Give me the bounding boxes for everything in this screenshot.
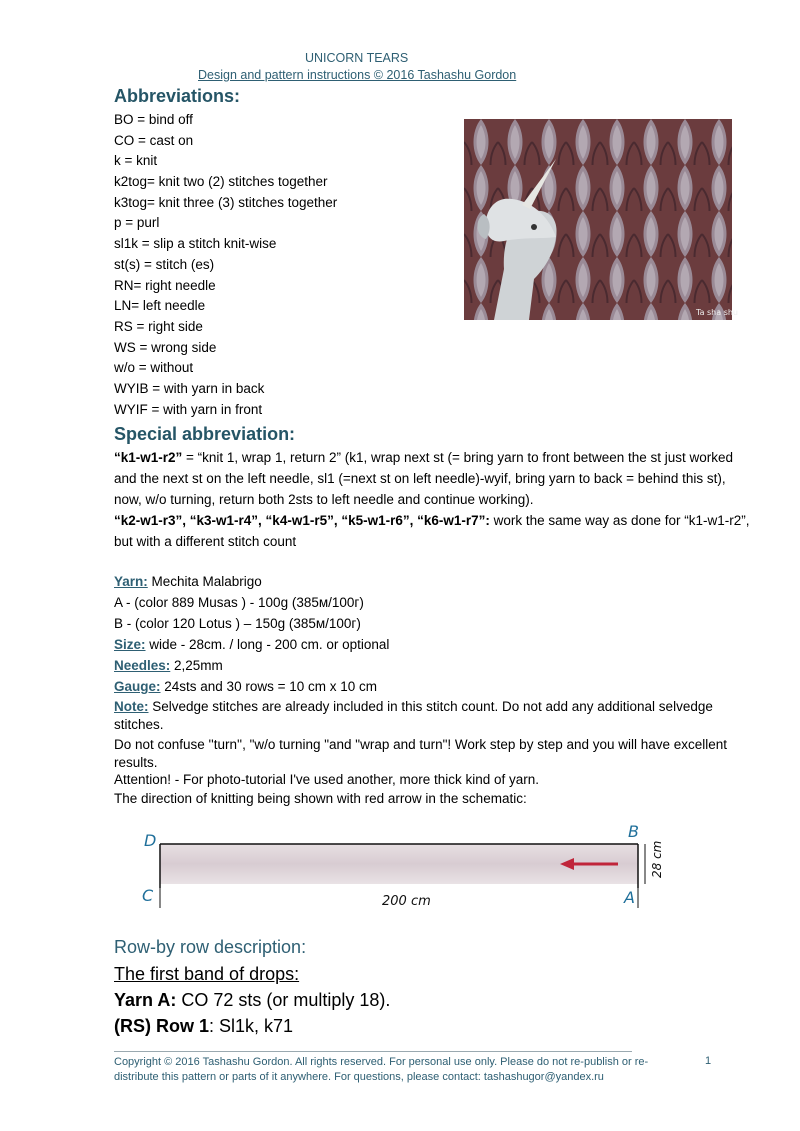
width-label: 28 cm xyxy=(650,840,664,878)
abbreviation-item: k = knit xyxy=(114,153,158,169)
abbreviation-item: k3tog= knit three (3) stitches together xyxy=(114,194,338,210)
abbreviations-heading: Abbreviations: xyxy=(114,86,241,106)
note-attention-paragraph: Attention! - For photo-tutorial I've used another, more thick kind of yarn. xyxy=(114,772,540,787)
pattern-subtitle-link[interactable]: Design and pattern instructions © 2016 Tashashu Gordon xyxy=(198,68,517,82)
abbreviation-item: WYIF = with yarn in front xyxy=(114,401,263,417)
knitted-drops-illustration xyxy=(464,119,738,320)
abbreviation-item: LN= left needle xyxy=(114,298,206,314)
corner-label-a: A xyxy=(624,888,635,907)
row-description-heading: Row-by row description: xyxy=(114,937,307,957)
abbreviation-item: p = purl xyxy=(114,215,160,231)
corner-label-c: C xyxy=(142,886,154,905)
yarn-line: Yarn: Mechita Malabrigo xyxy=(114,574,262,589)
abbreviation-item: CO = cast on xyxy=(114,132,194,148)
abbreviation-item: k2tog= knit two (2) stitches together xyxy=(114,174,328,190)
gauge-line: Gauge: 24sts and 30 rows = 10 cm x 10 cm xyxy=(114,679,377,694)
note-turn-paragraph: Do not confuse ''turn'', "w/o turning "and "wrap and turn"! Work step by step and you will have excellent results. xyxy=(114,737,728,770)
corner-label-d: D xyxy=(144,831,157,850)
photo-watermark: Ta sha shu xyxy=(696,308,738,317)
abbreviation-item: w/o = without xyxy=(114,360,194,376)
abbreviations-list xyxy=(114,110,337,420)
first-band-heading: The first band of drops: xyxy=(114,964,300,984)
special-abbreviation-heading: Special abbreviation: xyxy=(114,424,296,444)
special-abbreviation-paragraph-1: “k1-w1-r2” = “knit 1, wrap 1, return 2” (k1, wrap next st (= bring yarn to front between the st just worked and the next st on the left needle, sl1 (=next st on left needle)-wyif, bring yarn to back = behind this st), now, w/o turning, return both 2sts to left needle and continue working). xyxy=(114,450,734,507)
footer-divider xyxy=(114,1051,632,1052)
abbreviation-item: BO = bind off xyxy=(114,112,193,127)
abbreviation-item: st(s) = stitch (es) xyxy=(114,256,215,272)
abbreviation-item: WYIB = with yarn in back xyxy=(114,380,265,396)
unicorn-photo xyxy=(464,119,738,320)
note-direction-paragraph: The direction of knitting being shown with red arrow in the schematic: xyxy=(114,791,527,806)
footer-copyright: Copyright © 2016 Tashashu Gordon. All rights reserved. For personal use only. Please do not re-publish or re-distribute this pattern or parts of it anywhere. For questions, please contact: tashashugor@yandex.ru xyxy=(114,1056,649,1083)
abbreviation-item: RN= right needle xyxy=(114,277,216,293)
yarn-a-line: A - (color 889 Musas ) - 100g (385м/100г) xyxy=(114,595,364,610)
corner-label-b: B xyxy=(628,822,639,841)
needles-line: Needles: 2,25mm xyxy=(114,658,223,673)
knitting-schematic xyxy=(140,820,680,910)
pattern-title: UNICORN TEARS xyxy=(305,51,409,65)
row-1-instruction: (RS) Row 1: Sl1k, k71 xyxy=(114,1016,294,1036)
abbreviation-item: sl1k = slip a stitch knit-wise xyxy=(114,236,277,252)
special-abbreviation-paragraph-2: “k2-w1-r3”, “k3-w1-r4”, “k4-w1-r5”, “k5-w1-r6”, “k6-w1-r7”: work the same way as done for “k1-w1-r2”, but with a different stitch count xyxy=(114,513,750,549)
yarn-b-line: B - (color 120 Lotus ) – 150g (385м/100г) xyxy=(114,616,361,631)
abbreviation-item: RS = right side xyxy=(114,318,203,334)
size-line: Size: wide - 28cm. / long - 200 cm. or optional xyxy=(114,637,390,652)
page-number: 1 xyxy=(705,1055,712,1067)
note-paragraph: Note: Selvedge stitches are already included in this stitch count. Do not add any additional selvedge stitches. xyxy=(114,699,713,732)
abbreviation-item: WS = wrong side xyxy=(114,339,217,355)
length-label: 200 cm xyxy=(382,894,431,909)
yarn-a-instruction: Yarn A: CO 72 sts (or multiply 18). xyxy=(114,990,391,1010)
